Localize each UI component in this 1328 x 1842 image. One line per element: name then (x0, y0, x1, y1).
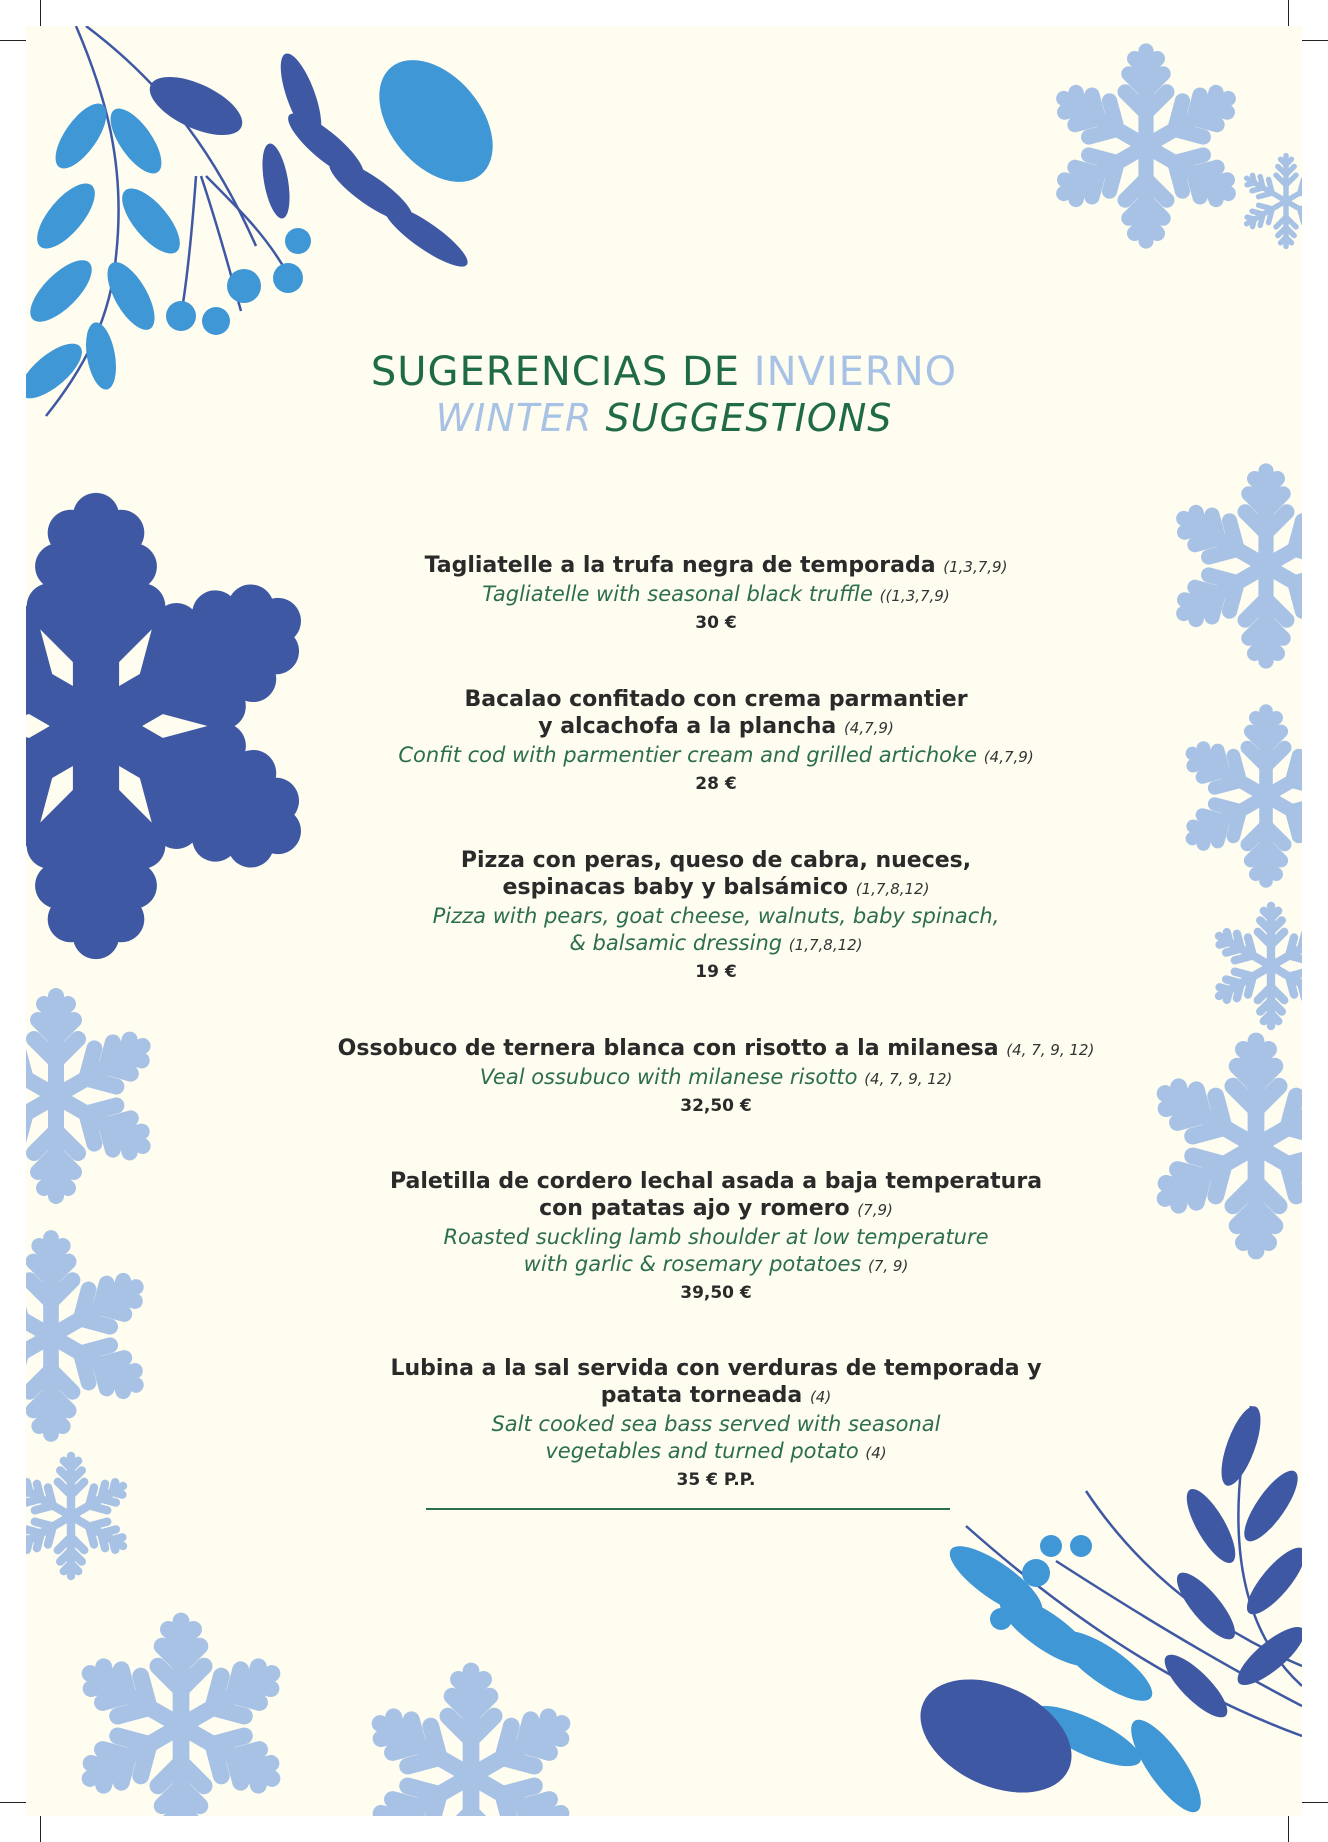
dish-name-en: vegetables and turned potato (4) (545, 1439, 887, 1463)
dish-name-es: Pizza con peras, queso de cabra, nueces, (460, 848, 972, 873)
title-english-highlight: WINTER (435, 396, 593, 440)
menu-item (266, 1035, 1166, 1120)
dish-name-es: patata torneada (4) (600, 1383, 832, 1408)
menu-item (266, 686, 1166, 798)
dish-price: 19 € (695, 962, 737, 982)
allergens: (4) (809, 1388, 832, 1406)
menu-item (266, 1168, 1166, 1307)
snowflake-icon (1146, 1036, 1302, 1256)
page-title (26, 349, 1302, 395)
allergens: (7, 9) (868, 1257, 909, 1275)
snowflake-icon (1236, 146, 1302, 256)
dish-name-es: Ossobuco de ternera blanca con risotto a la milanesa (4, 7, 9, 12) (337, 1036, 1095, 1061)
dish-price: 39,50 € (680, 1283, 752, 1303)
allergens: (1,7,8,12) (788, 936, 863, 954)
dish-name-en: with garlic & rosemary potatoes (7, 9) (523, 1252, 909, 1276)
dish-name-es: Paletilla de cordero lechal asada a baja temperatura (389, 1169, 1043, 1194)
allergens: (4) (865, 1444, 887, 1462)
snowflake-icon (1166, 466, 1302, 666)
title-english-part: SUGGESTIONS (605, 396, 893, 440)
dish-name-es: Bacalao confitado con crema parmantier (464, 687, 968, 712)
snowflake-icon (1176, 706, 1302, 886)
title-spanish-highlight: INVIERNO (753, 349, 958, 395)
crop-mark (40, 0, 41, 26)
crop-mark (1302, 1802, 1328, 1803)
crop-mark (1302, 40, 1328, 41)
allergens: (1,7,8,12) (855, 880, 930, 898)
snowflake-icon (26, 1231, 156, 1441)
dish-name-en: Tagliatelle with seasonal black truffle ((1,3,7,9) (482, 582, 950, 606)
allergens: (4, 7, 9, 12) (864, 1070, 953, 1088)
dish-name-en: & balsamic dressing (1,7,8,12) (569, 931, 863, 955)
page-subtitle (26, 396, 1302, 440)
snowflake-icon (1206, 901, 1302, 1031)
allergens: ((1,3,7,9) (879, 587, 950, 605)
snowflake-icon (26, 986, 166, 1206)
allergens: (4,7,9) (843, 719, 894, 737)
dish-name-es: y alcachofa a la plancha (4,7,9) (538, 714, 894, 739)
dish-price: 35 € P.P. (676, 1470, 756, 1490)
crop-mark (1288, 1816, 1289, 1842)
snowflake-icon (26, 496, 296, 956)
title-spanish-part: SUGERENCIAS DE (370, 349, 741, 395)
dish-name-es: espinacas baby y balsámico (1,7,8,12) (502, 875, 930, 900)
menu-item (266, 1355, 1166, 1494)
crop-mark (40, 1816, 41, 1842)
berry-icon (166, 228, 311, 335)
dish-name-es: Tagliatelle a la trufa negra de temporada (1,3,7,9) (424, 553, 1008, 578)
snowflake-icon (26, 1451, 136, 1581)
allergens: (4,7,9) (983, 748, 1034, 766)
dish-name-en: Salt cooked sea bass served with seasonal (491, 1412, 941, 1436)
snowflake-icon (71, 1616, 291, 1816)
dish-name-en: Roasted suckling lamb shoulder at low temperature (443, 1225, 989, 1249)
dish-name-es: Lubina a la sal servida con verduras de temporada y (390, 1356, 1042, 1381)
crop-mark (0, 1802, 26, 1803)
dish-price: 28 € (695, 774, 737, 794)
allergens: (1,3,7,9) (943, 558, 1008, 576)
allergens: (4, 7, 9, 12) (1006, 1041, 1095, 1059)
crop-mark (0, 40, 26, 41)
divider-line (426, 1508, 950, 1510)
crop-mark (1288, 0, 1289, 26)
menu-item (266, 847, 1166, 986)
menu-page (26, 26, 1302, 1816)
allergens: (7,9) (857, 1201, 893, 1219)
dish-price: 30 € (695, 613, 737, 633)
snowflake-icon (361, 1666, 581, 1816)
menu-item (266, 552, 1166, 637)
dish-name-es: con patatas ajo y romero (7,9) (539, 1196, 893, 1221)
dish-name-en: Pizza with pears, goat cheese, walnuts, baby spinach, (432, 904, 1000, 928)
dish-name-en: Confit cod with parmentier cream and grilled artichoke (4,7,9) (398, 743, 1034, 767)
dish-price: 32,50 € (680, 1096, 752, 1116)
dish-name-en: Veal ossubuco with milanese risotto (4, 7, 9, 12) (479, 1065, 953, 1089)
